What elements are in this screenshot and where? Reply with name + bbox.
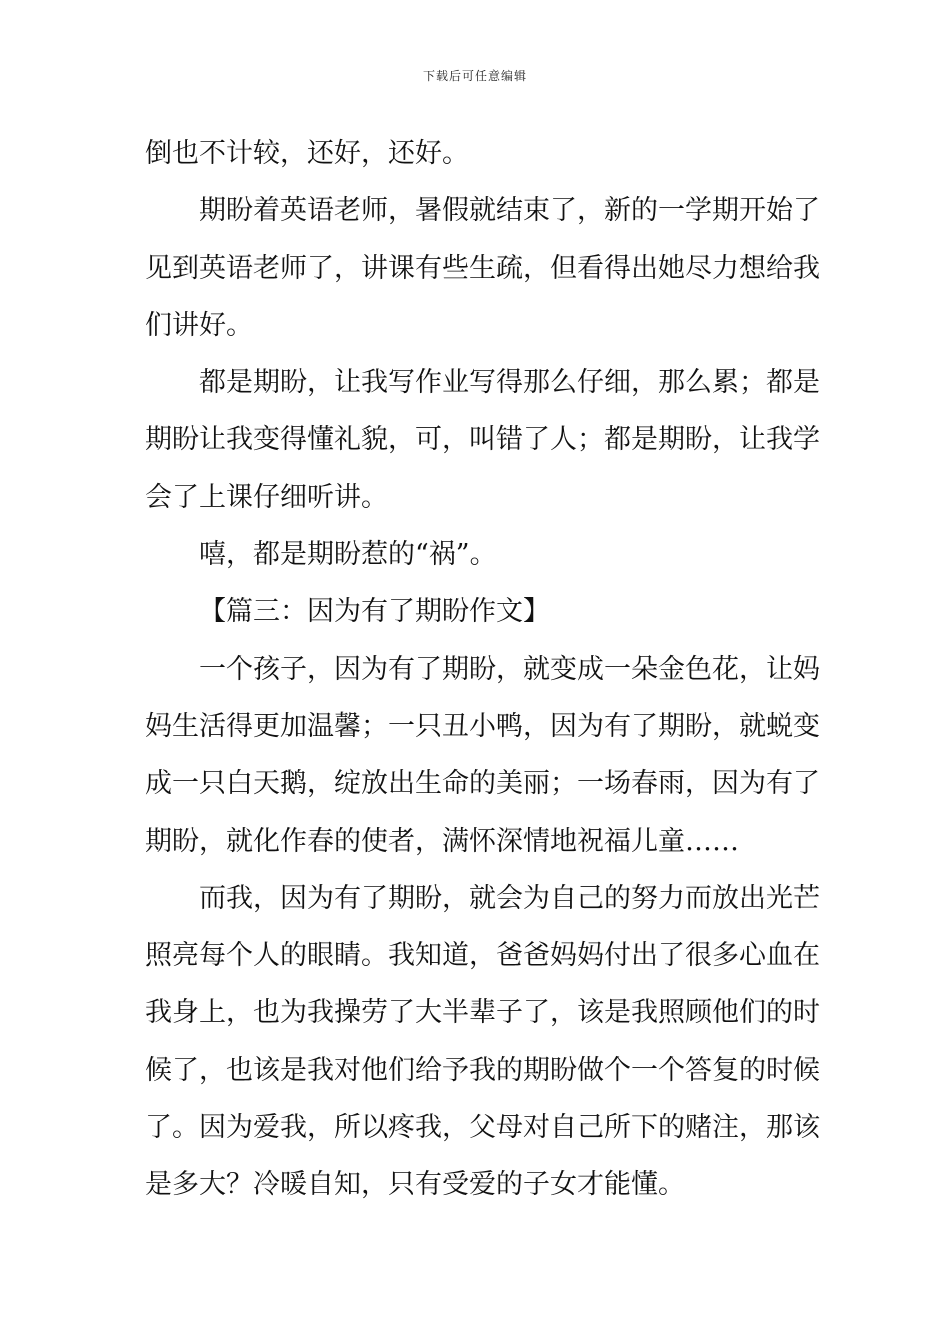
text-line: 都是期盼，让我写作业写得那么仔细，那么累；都是 — [199, 367, 820, 399]
text-line: 是多大？冷暖自知，只有受爱的子女才能懂。 — [145, 1169, 685, 1201]
text-line: 我身上，也为我操劳了大半辈子了，该是我照顾他们的时 — [145, 997, 820, 1029]
text-line: 一个孩子，因为有了期盼，就变成一朵金色花，让妈 — [199, 653, 820, 685]
text-line: 期盼着英语老师，暑假就结束了，新的一学期开始了 — [199, 195, 820, 227]
text-line: 期盼让我变得懂礼貌，可，叫错了人；都是期盼，让我学 — [145, 424, 820, 456]
text-line: 嘻，都是期盼惹的“祸”。 — [199, 539, 497, 571]
section-heading: 【篇三：因为有了期盼作文】 — [199, 596, 550, 628]
text-line: 而我，因为有了期盼，就会为自己的努力而放出光芒 — [199, 882, 820, 914]
text-line: 照亮每个人的眼睛。我知道，爸爸妈妈付出了很多心血在 — [145, 940, 820, 972]
text-line: 妈生活得更加温馨；一只丑小鸭，因为有了期盼，就蜕变 — [145, 710, 820, 742]
text-line: 了。因为爱我，所以疼我，父母对自己所下的赌注，那该 — [145, 1112, 820, 1144]
text-line: 成一只白天鹅，绽放出生命的美丽；一场春雨，因为有了 — [145, 768, 820, 800]
document-body — [145, 125, 820, 1214]
text-line: 期盼，就化作春的使者，满怀深情地祝福儿童…… — [145, 825, 739, 857]
text-line: 会了上课仔细听讲。 — [145, 481, 388, 513]
page-header: 下载后可任意编辑 — [422, 69, 527, 83]
text-line: 倒也不计较，还好，还好。 — [145, 138, 469, 169]
text-line: 候了，也该是我对他们给予我的期盼做个一个答复的时候 — [145, 1054, 820, 1086]
text-line: 们讲好。 — [145, 309, 253, 341]
text-line: 见到英语老师了，讲课有些生疏，但看得出她尽力想给我 — [145, 252, 820, 284]
